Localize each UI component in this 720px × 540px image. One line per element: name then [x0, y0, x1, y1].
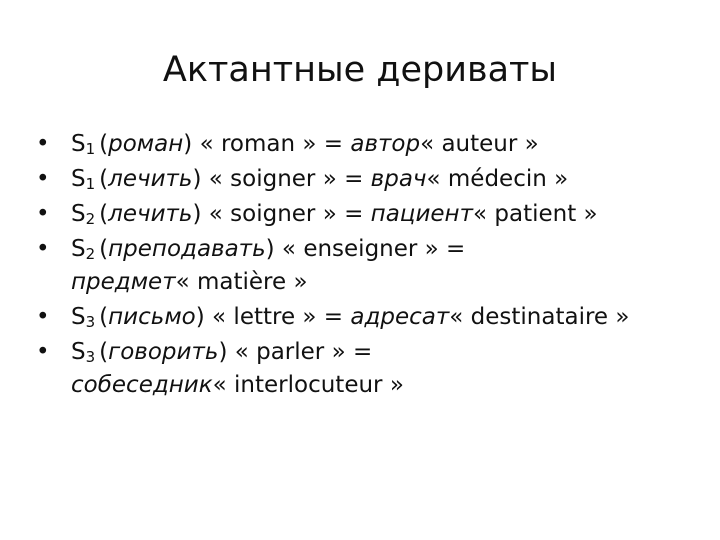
- bullet-icon: •: [36, 339, 50, 365]
- source-word: говорить: [108, 339, 219, 365]
- symbol-s: S: [71, 304, 86, 330]
- source-word: письмо: [108, 304, 196, 330]
- symbol-s: S: [71, 166, 86, 192]
- french-gloss: « parler » =: [227, 339, 373, 365]
- derivative-gloss: « médecin »: [426, 166, 569, 192]
- bullet-icon: •: [36, 201, 50, 227]
- bullet-icon: •: [36, 236, 50, 262]
- list-item: • $S_2$ (лечить) « soigner » = пациент« patient »: [36, 198, 686, 231]
- french-gloss: « roman » =: [192, 131, 351, 157]
- derivative-word: собеседник: [71, 372, 213, 398]
- source-word: роман: [108, 131, 184, 157]
- derivative-gloss: « matière »: [175, 269, 308, 295]
- source-word: преподавать: [108, 236, 266, 262]
- derivative-word: пациент: [370, 201, 473, 227]
- symbol-index: 2: [85, 210, 96, 228]
- list-item: • $S_2$ (преподавать) « enseigner » = предмет« matière »: [36, 233, 686, 299]
- symbol-s: S: [71, 339, 86, 365]
- bullet-icon: •: [36, 131, 50, 157]
- source-word: лечить: [108, 166, 193, 192]
- symbol-index: 3: [85, 313, 96, 331]
- french-gloss: « soigner » =: [201, 201, 371, 227]
- french-gloss: « lettre » =: [204, 304, 351, 330]
- symbol-s: S: [71, 201, 86, 227]
- list-item: • $S_1$ (роман) « roman » = автор« auteur »: [36, 128, 686, 161]
- symbol-index: 1: [85, 140, 96, 158]
- derivative-gloss: « interlocuteur »: [212, 372, 404, 398]
- list-item: • $S_3$ (говорить) « parler » = собеседник« interlocuteur »: [36, 336, 686, 402]
- french-gloss: « enseigner » =: [274, 236, 466, 262]
- symbol-s: S: [71, 236, 86, 262]
- derivative-word: предмет: [71, 269, 176, 295]
- derivative-word: врач: [370, 166, 427, 192]
- bullet-list: [36, 128, 686, 404]
- derivative-gloss: « auteur »: [420, 131, 539, 157]
- derivative-gloss: « patient »: [473, 201, 598, 227]
- derivative-word: автор: [350, 131, 421, 157]
- bullet-icon: •: [36, 166, 50, 192]
- bullet-icon: •: [36, 304, 50, 330]
- symbol-index: 1: [85, 175, 96, 193]
- slide-title: Актантные дериваты: [162, 50, 558, 90]
- source-word: лечить: [108, 201, 193, 227]
- list-item: • $S_1$ (лечить) « soigner » = врач« médecin »: [36, 163, 686, 196]
- derivative-gloss: « destinataire »: [449, 304, 630, 330]
- french-gloss: « soigner » =: [201, 166, 371, 192]
- symbol-index: 3: [85, 348, 96, 366]
- derivative-word: адресат: [350, 304, 450, 330]
- list-item: • $S_3$ (письмо) « lettre » = адресат« destinataire »: [36, 301, 686, 334]
- symbol-index: 2: [85, 245, 96, 263]
- symbol-s: S: [71, 131, 86, 157]
